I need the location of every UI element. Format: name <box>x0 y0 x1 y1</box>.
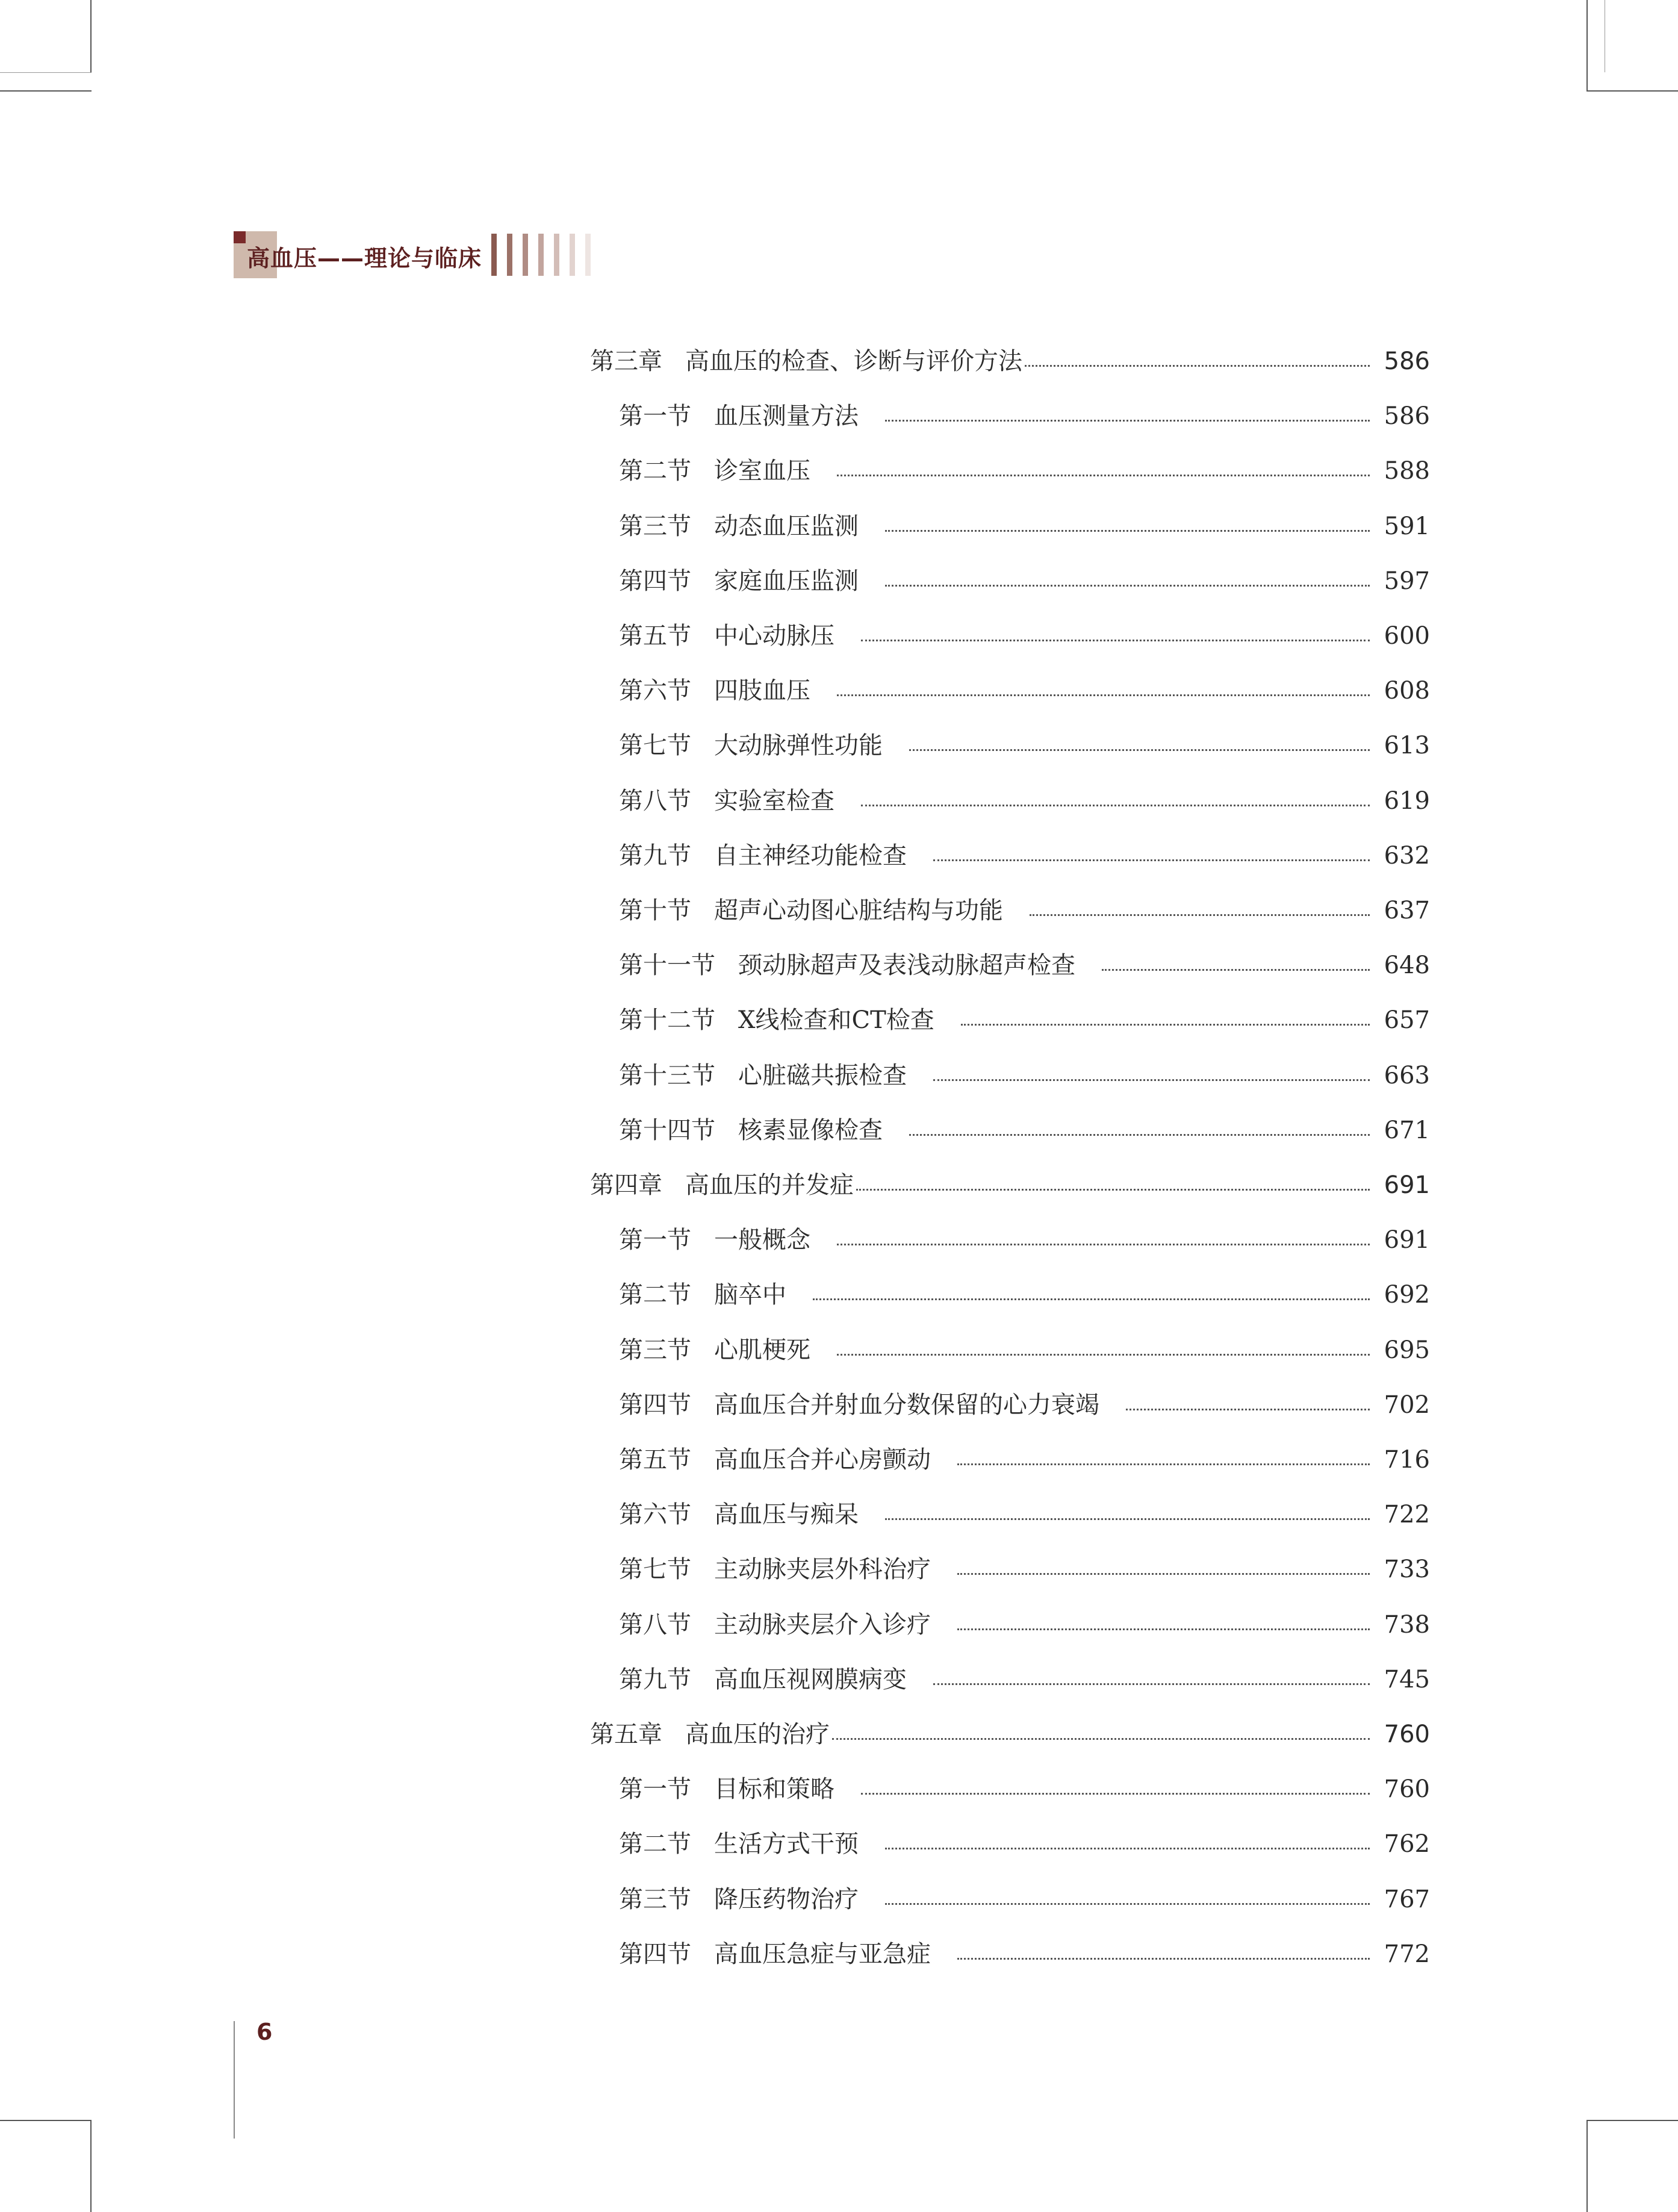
toc-section-entry[interactable] <box>590 453 1430 489</box>
toc-dot-leader <box>885 1482 1370 1520</box>
toc-entry-label <box>590 343 1022 379</box>
toc-entry-number: 第九节 <box>619 842 691 870</box>
toc-entry-label <box>619 1277 786 1313</box>
toc-entry-number: 第五节 <box>619 622 691 650</box>
toc-entry-number: 第九节 <box>619 1666 691 1693</box>
toc-section-entry[interactable] <box>590 673 1430 709</box>
toc-entry-title: 降压药物治疗 <box>714 1886 859 1913</box>
toc-entry-label <box>619 1442 931 1478</box>
toc-dot-leader <box>933 1647 1370 1685</box>
toc-dot-leader <box>885 1812 1370 1849</box>
toc-entry-label <box>619 893 1003 929</box>
toc-entry-title: 高血压合并射血分数保留的心力衰竭 <box>714 1391 1099 1419</box>
toc-entry-label <box>619 563 859 599</box>
toc-section-entry[interactable] <box>590 1332 1430 1368</box>
toc-page-number: 691 <box>1384 1171 1430 1199</box>
toc-entry-label <box>619 1332 810 1368</box>
toc-entry-title: 中心动脉压 <box>714 622 834 650</box>
toc-chapter-entry[interactable] <box>590 1167 1430 1203</box>
toc-entry-label <box>619 1826 859 1862</box>
toc-dot-leader <box>957 1427 1370 1465</box>
toc-section-entry[interactable] <box>590 727 1430 764</box>
toc-section-entry[interactable] <box>590 1002 1430 1038</box>
toc-entry-title: 诊室血压 <box>714 457 810 485</box>
toc-page-number: 586 <box>1384 347 1430 375</box>
toc-page-number: 671 <box>1384 1117 1430 1144</box>
toc-entry-number: 第四节 <box>619 1391 691 1419</box>
toc-dot-leader <box>909 713 1370 751</box>
toc-entry-label <box>619 783 834 819</box>
toc-entry-number: 第十四节 <box>619 1117 715 1144</box>
toc-entry-number: 第八节 <box>619 1611 691 1639</box>
toc-section-entry[interactable] <box>590 618 1430 654</box>
toc-section-entry[interactable] <box>590 1058 1430 1094</box>
toc-dot-leader <box>861 1757 1370 1795</box>
toc-entry-number: 第六节 <box>619 1501 691 1528</box>
toc-entry-label <box>619 727 883 764</box>
toc-entry-label <box>619 1881 859 1918</box>
toc-entry-label <box>619 508 859 544</box>
toc-page-number: 637 <box>1384 897 1430 924</box>
toc-page-number: 691 <box>1384 1226 1430 1254</box>
toc-entry-title: 高血压的并发症 <box>685 1171 854 1199</box>
toc-page-number: 613 <box>1384 732 1430 759</box>
toc-page-number: 760 <box>1384 1775 1430 1803</box>
toc-entry-label <box>619 1662 907 1698</box>
toc-dot-leader <box>885 1867 1370 1905</box>
toc-entry-title: 自主神经功能检查 <box>714 842 907 870</box>
toc-entry-number: 第十三节 <box>619 1062 715 1089</box>
toc-entry-label <box>619 1222 810 1258</box>
toc-dot-leader <box>813 1262 1370 1300</box>
toc-dot-leader <box>861 603 1370 641</box>
toc-entry-title: 四肢血压 <box>714 677 810 705</box>
toc-dot-leader <box>961 988 1370 1026</box>
toc-dot-leader <box>837 1207 1370 1245</box>
toc-chapter-entry[interactable] <box>590 1716 1430 1752</box>
toc-entry-number: 第四章 <box>590 1171 662 1199</box>
toc-dot-leader <box>837 1318 1370 1356</box>
toc-page-number: 619 <box>1384 787 1430 815</box>
toc-section-entry[interactable] <box>590 1222 1430 1258</box>
toc-dot-leader <box>885 384 1370 422</box>
toc-dot-leader <box>957 1537 1370 1575</box>
toc-entry-number: 第十节 <box>619 897 691 924</box>
toc-section-entry[interactable] <box>590 1826 1430 1862</box>
toc-dot-leader <box>933 823 1370 861</box>
toc-section-entry[interactable] <box>590 783 1430 819</box>
toc-section-entry[interactable] <box>590 1387 1430 1423</box>
toc-entry-title: 高血压的治疗 <box>685 1721 830 1748</box>
toc-entry-title: 实验室检查 <box>714 787 834 815</box>
toc-dot-leader <box>837 438 1370 476</box>
toc-dot-leader <box>837 658 1370 696</box>
toc-dot-leader <box>885 494 1370 532</box>
footer-rule <box>234 2021 235 2139</box>
toc-entry-number: 第二节 <box>619 1281 691 1309</box>
page-number: 6 <box>256 2019 273 2045</box>
toc-entry-number: 第八节 <box>619 787 691 815</box>
toc-entry-title: 超声心动图心脏结构与功能 <box>714 897 1003 924</box>
toc-entry-number: 第二节 <box>619 1830 691 1858</box>
toc-section-entry[interactable] <box>590 1881 1430 1918</box>
toc-entry-number: 第三节 <box>619 512 691 540</box>
toc-section-entry[interactable] <box>590 1551 1430 1587</box>
toc-page-number: 608 <box>1384 677 1430 705</box>
toc-dot-leader <box>957 1922 1370 1960</box>
toc-page-number: 738 <box>1384 1611 1430 1639</box>
toc-entry-title: 心肌梗死 <box>714 1336 810 1364</box>
toc-dot-leader <box>909 1098 1370 1136</box>
toc-page-number: 692 <box>1384 1281 1430 1309</box>
toc-entry-label <box>619 618 834 654</box>
toc-page-number: 772 <box>1384 1940 1430 1968</box>
toc-page-number: 632 <box>1384 842 1430 870</box>
toc-entry-label <box>619 1058 907 1094</box>
toc-dot-leader <box>1030 878 1370 916</box>
toc-page-number: 745 <box>1384 1666 1430 1693</box>
toc-entry-number: 第三节 <box>619 1886 691 1913</box>
toc-entry-title: 脑卒中 <box>714 1281 786 1309</box>
toc-chapter-entry[interactable] <box>590 343 1430 379</box>
toc-dot-leader <box>957 1592 1370 1630</box>
toc-entry-number: 第七节 <box>619 1556 691 1583</box>
toc-section-entry[interactable] <box>590 563 1430 599</box>
toc-entry-title: 高血压合并心房颤动 <box>714 1446 931 1474</box>
toc-entry-label <box>619 1112 883 1148</box>
toc-entry-number: 第三节 <box>619 1336 691 1364</box>
toc-page-number: 588 <box>1384 457 1430 485</box>
toc-entry-title: 一般概念 <box>714 1226 810 1254</box>
toc-page-number: 722 <box>1384 1501 1430 1528</box>
toc-section-entry[interactable] <box>590 893 1430 929</box>
toc-entry-title: 高血压与痴呆 <box>714 1501 859 1528</box>
toc-entry-number: 第一节 <box>619 1226 691 1254</box>
toc-section-entry[interactable] <box>590 947 1430 983</box>
toc-entry-number: 第七节 <box>619 732 691 759</box>
toc-dot-leader <box>933 1043 1370 1081</box>
toc-entry-title: 颈动脉超声及表浅动脉超声检查 <box>738 952 1075 979</box>
toc-page-number: 586 <box>1384 402 1430 430</box>
toc-entry-number: 第一节 <box>619 1775 691 1803</box>
toc-section-entry[interactable] <box>590 1277 1430 1313</box>
toc-page-number: 663 <box>1384 1062 1430 1089</box>
toc-page-number: 767 <box>1384 1886 1430 1913</box>
toc-section-entry[interactable] <box>590 1442 1430 1478</box>
toc-section-entry[interactable] <box>590 1497 1430 1533</box>
toc-entry-title: 主动脉夹层介入诊疗 <box>714 1611 931 1639</box>
toc-entry-label <box>590 1167 854 1203</box>
toc-page-number: 762 <box>1384 1830 1430 1858</box>
book-title: 高血压——理论与临床 <box>247 245 482 272</box>
toc-entry-label <box>619 1387 1099 1423</box>
toc-dot-leader <box>1025 329 1370 367</box>
toc-entry-number: 第五章 <box>590 1721 662 1748</box>
toc-entry-label <box>619 838 907 874</box>
toc-entry-number: 第十二节 <box>619 1006 715 1034</box>
toc-entry-title: 高血压视网膜病变 <box>714 1666 907 1693</box>
toc-section-entry[interactable] <box>590 1607 1430 1643</box>
toc-entry-label <box>619 1002 934 1038</box>
toc-section-entry[interactable] <box>590 838 1430 874</box>
toc-entry-title: 核素显像检查 <box>738 1117 883 1144</box>
toc-page-number: 597 <box>1384 567 1430 595</box>
toc-page-number: 702 <box>1384 1391 1430 1419</box>
toc-entry-number: 第三章 <box>590 347 662 375</box>
toc-entry-title: 心脏磁共振检查 <box>738 1062 907 1089</box>
toc-entry-number: 第十一节 <box>619 952 715 979</box>
toc-entry-title: 动态血压监测 <box>714 512 859 540</box>
toc-page-number: 600 <box>1384 622 1430 650</box>
toc-page-number: 760 <box>1384 1721 1430 1748</box>
toc-entry-label <box>619 1936 931 1972</box>
toc-entry-label <box>619 1551 931 1587</box>
toc-section-entry[interactable] <box>590 1112 1430 1148</box>
toc-section-entry[interactable] <box>590 398 1430 434</box>
toc-entry-label <box>590 1716 830 1752</box>
toc-entry-title: 生活方式干预 <box>714 1830 859 1858</box>
toc-entry-number: 第四节 <box>619 567 691 595</box>
toc-entry-title: 目标和策略 <box>714 1775 834 1803</box>
toc-entry-label <box>619 1771 834 1807</box>
toc-dot-leader <box>856 1153 1370 1191</box>
toc-entry-title: X线检查和CT检查 <box>738 1006 934 1034</box>
toc-page-number: 695 <box>1384 1336 1430 1364</box>
toc-section-entry[interactable] <box>590 1771 1430 1807</box>
toc-page-number: 733 <box>1384 1556 1430 1583</box>
toc-entry-title: 血压测量方法 <box>714 402 859 430</box>
toc-entry-title: 高血压急症与亚急症 <box>714 1940 931 1968</box>
toc-page-number: 591 <box>1384 512 1430 540</box>
toc-page-number: 648 <box>1384 952 1430 979</box>
toc-entry-label <box>619 673 810 709</box>
toc-entry-title: 高血压的检查、诊断与评价方法 <box>685 347 1022 375</box>
toc-entry-number: 第四节 <box>619 1940 691 1968</box>
toc-entry-number: 第一节 <box>619 402 691 430</box>
toc-entry-number: 第六节 <box>619 677 691 705</box>
toc-entry-title: 大动脉弹性功能 <box>714 732 883 759</box>
toc-entry-number: 第五节 <box>619 1446 691 1474</box>
toc-page-number: 657 <box>1384 1006 1430 1034</box>
toc-entry-title: 家庭血压监测 <box>714 567 859 595</box>
toc-section-entry[interactable] <box>590 1936 1430 1972</box>
toc-entry-label <box>619 398 859 434</box>
toc-dot-leader <box>1102 933 1370 971</box>
toc-entry-title: 主动脉夹层外科治疗 <box>714 1556 931 1583</box>
toc-entry-label <box>619 1607 931 1643</box>
toc-entry-number: 第二节 <box>619 457 691 485</box>
toc-section-entry[interactable] <box>590 1662 1430 1698</box>
toc-dot-leader <box>1126 1372 1370 1410</box>
toc-dot-leader <box>832 1702 1370 1740</box>
toc-dot-leader <box>885 549 1370 587</box>
toc-entry-label <box>619 1497 859 1533</box>
toc-section-entry[interactable] <box>590 508 1430 544</box>
toc-dot-leader <box>861 768 1370 806</box>
toc-entry-label <box>619 947 1075 983</box>
toc-entry-label <box>619 453 810 489</box>
toc-page-number: 716 <box>1384 1446 1430 1474</box>
